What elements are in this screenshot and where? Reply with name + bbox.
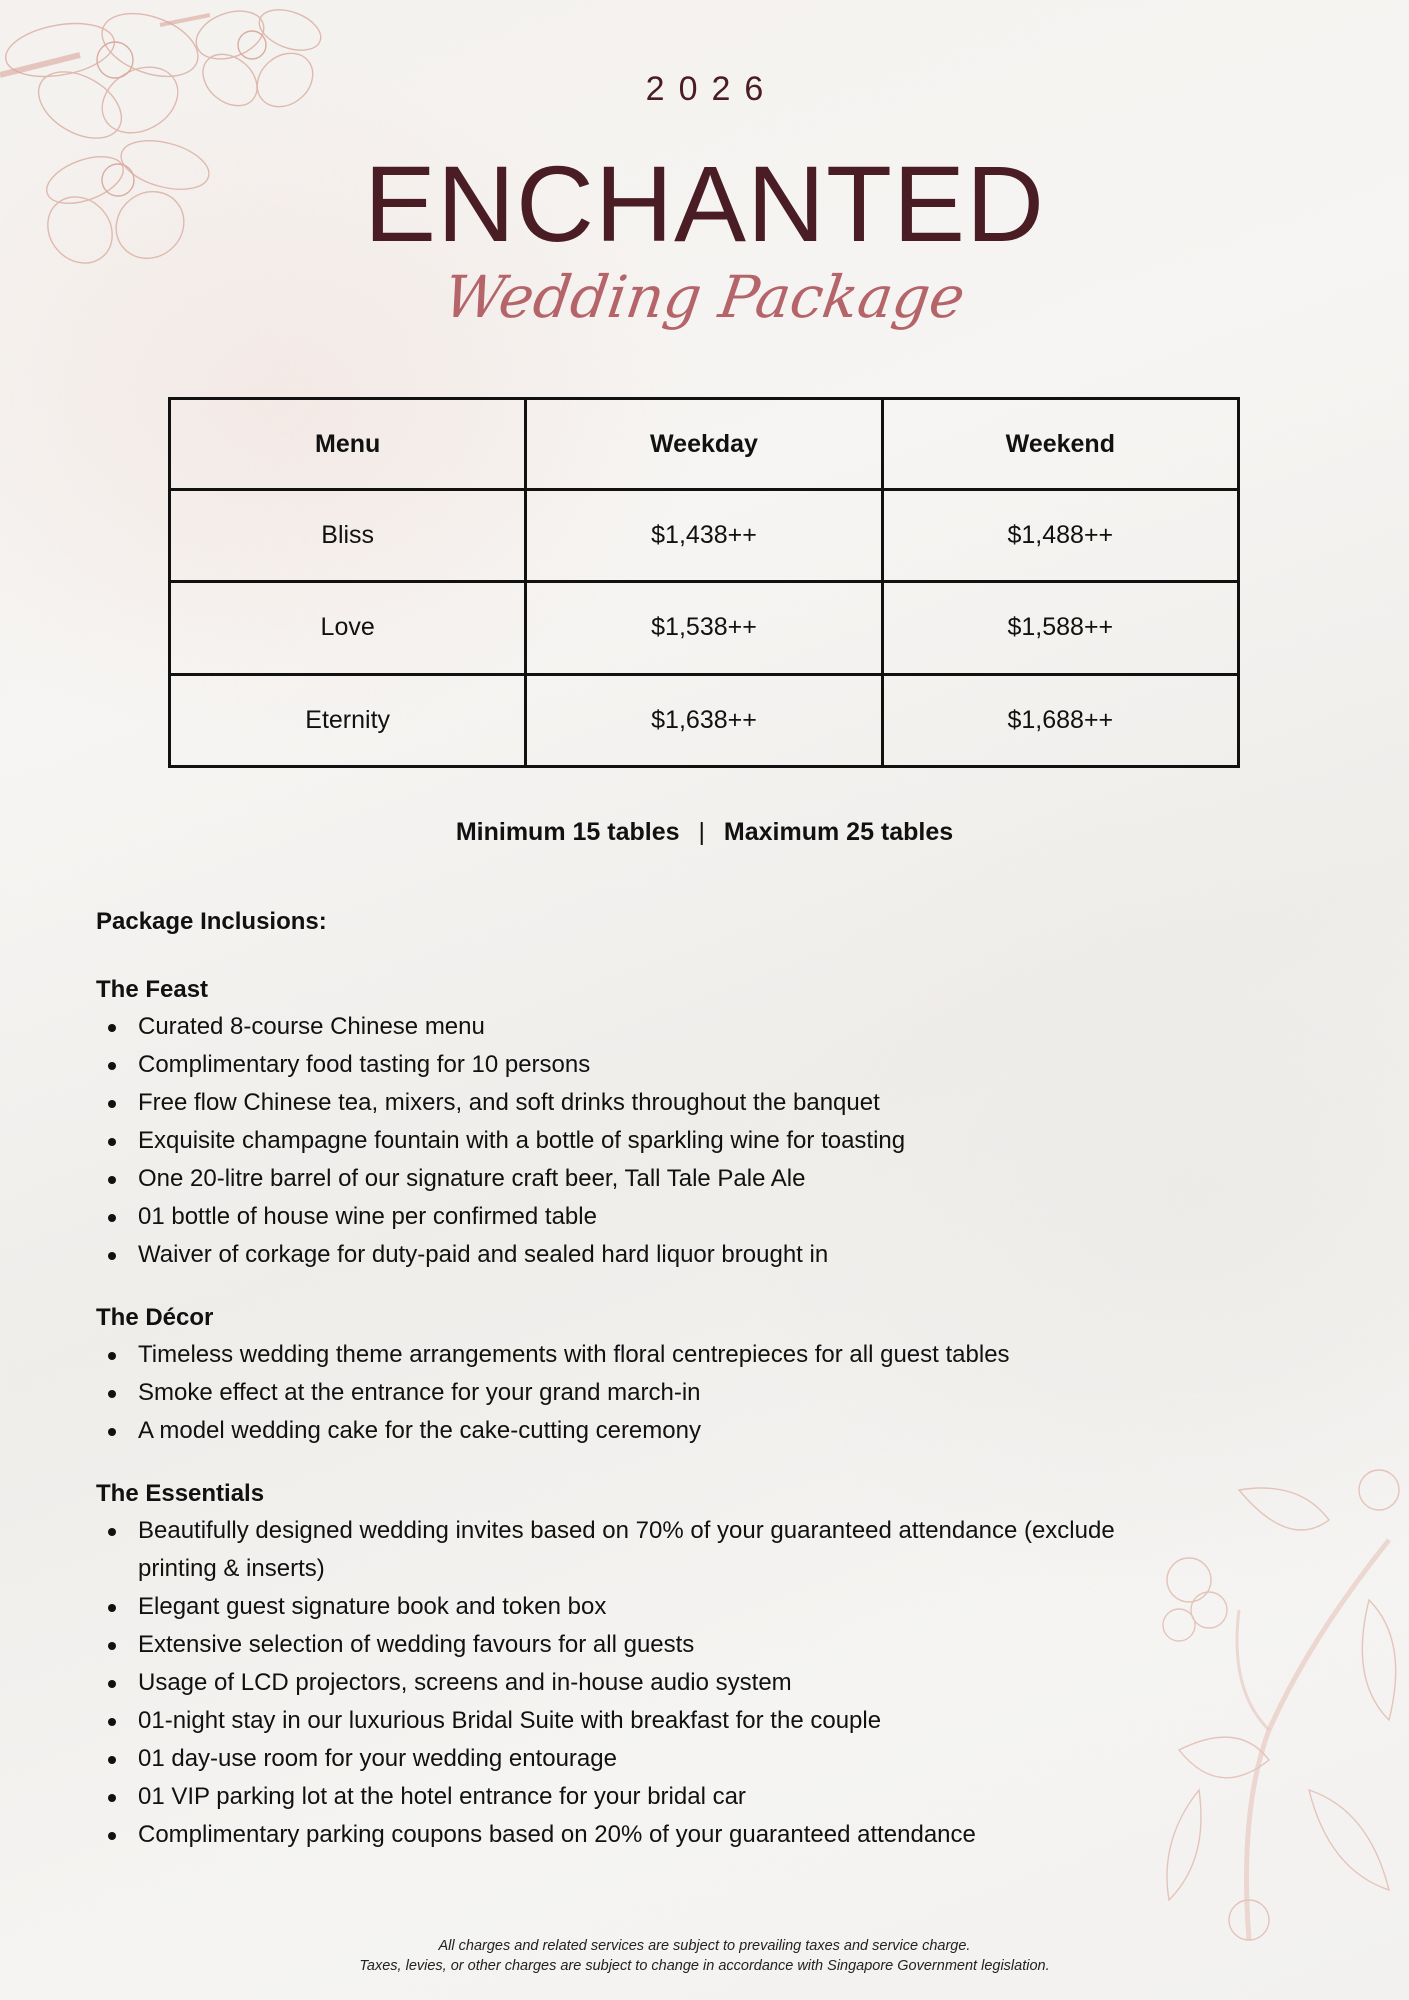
menu-name: Bliss bbox=[170, 490, 526, 582]
bullet-icon bbox=[108, 1680, 116, 1688]
header-weekend: Weekend bbox=[882, 399, 1238, 490]
list-item bbox=[96, 1664, 1146, 1702]
list-item bbox=[96, 1740, 1146, 1778]
list-item bbox=[96, 1336, 1146, 1374]
bullet-icon bbox=[108, 1138, 116, 1146]
list-item bbox=[96, 1412, 1146, 1450]
item-text: 01 VIP parking lot at the hotel entrance for your bridal car bbox=[138, 1783, 746, 1810]
section-essentials bbox=[96, 1480, 1146, 1854]
section-feast bbox=[96, 976, 1146, 1274]
list-item bbox=[96, 1702, 1146, 1740]
bullet-icon bbox=[108, 1756, 116, 1764]
weekday-price: $1,638++ bbox=[526, 674, 882, 766]
item-text: Complimentary food tasting for 10 persons bbox=[138, 1051, 591, 1078]
footer-disclaimer bbox=[0, 1936, 1409, 1976]
inclusion-list bbox=[96, 1336, 1146, 1450]
list-item bbox=[96, 1008, 1146, 1046]
bullet-icon bbox=[108, 1062, 116, 1070]
item-text: 01 bottle of house wine per confirmed table bbox=[138, 1203, 597, 1230]
table-row bbox=[170, 582, 1239, 674]
item-text: 01-night stay in our luxurious Bridal Suite with breakfast for the couple bbox=[138, 1707, 882, 1734]
weekend-price: $1,488++ bbox=[882, 490, 1238, 582]
list-item bbox=[96, 1626, 1146, 1664]
section-title: The Feast bbox=[96, 976, 209, 1003]
header-weekday: Weekday bbox=[526, 399, 882, 490]
disclaimer-line-2: Taxes, levies, or other charges are subject to change in accordance with Singapore Government legislation. bbox=[359, 1958, 1050, 1974]
bullet-icon bbox=[108, 1642, 116, 1650]
table-limits bbox=[0, 818, 1409, 847]
minimum-tables: Minimum 15 tables bbox=[455, 818, 680, 846]
list-item bbox=[96, 1374, 1146, 1412]
package-title: ENCHANTED bbox=[363, 143, 1046, 264]
package-year: 2026 bbox=[645, 70, 778, 108]
item-text: Elegant guest signature book and token box bbox=[138, 1593, 607, 1620]
limits-separator: | bbox=[698, 818, 705, 846]
list-item bbox=[96, 1588, 1146, 1626]
item-text: Smoke effect at the entrance for your grand march-in bbox=[138, 1379, 701, 1406]
table-row bbox=[170, 674, 1239, 766]
weekend-price: $1,688++ bbox=[882, 674, 1238, 766]
header-menu: Menu bbox=[170, 399, 526, 490]
item-text: Exquisite champagne fountain with a bottle of sparkling wine for toasting bbox=[138, 1127, 906, 1154]
bullet-icon bbox=[108, 1100, 116, 1108]
package-subtitle: Wedding Package bbox=[439, 263, 970, 331]
bullet-icon bbox=[108, 1428, 116, 1436]
section-title: The Essentials bbox=[96, 1480, 265, 1507]
section-title: The Décor bbox=[96, 1304, 214, 1331]
flower-cluster-icon bbox=[1163, 1470, 1399, 1940]
weekend-price: $1,588++ bbox=[882, 582, 1238, 674]
item-text: One 20-litre barrel of our signature craft beer, Tall Tale Pale Ale bbox=[138, 1165, 806, 1192]
item-text: 01 day-use room for your wedding entourage bbox=[138, 1745, 617, 1772]
bullet-icon bbox=[108, 1528, 116, 1536]
package-inclusions bbox=[96, 908, 1146, 1884]
list-item bbox=[96, 1236, 1146, 1274]
weekday-price: $1,538++ bbox=[526, 582, 882, 674]
bullet-icon bbox=[108, 1794, 116, 1802]
table-row bbox=[170, 490, 1239, 582]
list-item bbox=[96, 1816, 1146, 1854]
inclusion-list bbox=[96, 1008, 1146, 1274]
floral-decoration-bottom-right bbox=[1139, 1460, 1409, 1960]
item-text: Complimentary parking coupons based on 20% of your guaranteed attendance bbox=[138, 1821, 976, 1848]
item-text: Timeless wedding theme arrangements with floral centrepieces for all guest tables bbox=[138, 1341, 1010, 1368]
item-text: Free flow Chinese tea, mixers, and soft drinks throughout the banquet bbox=[138, 1089, 880, 1116]
maximum-tables: Maximum 25 tables bbox=[723, 818, 954, 846]
bullet-icon bbox=[108, 1718, 116, 1726]
list-item bbox=[96, 1160, 1146, 1198]
list-item bbox=[96, 1512, 1146, 1588]
list-item bbox=[96, 1084, 1146, 1122]
bullet-icon bbox=[108, 1252, 116, 1260]
item-text: Curated 8-course Chinese menu bbox=[138, 1013, 485, 1040]
disclaimer-line-1: All charges and related services are subject to prevailing taxes and service charge. bbox=[438, 1938, 971, 1954]
bullet-icon bbox=[108, 1352, 116, 1360]
leaf-icon bbox=[1167, 1488, 1396, 1900]
bullet-icon bbox=[108, 1832, 116, 1840]
item-text: Usage of LCD projectors, screens and in-house audio system bbox=[138, 1669, 792, 1696]
inclusions-heading: Package Inclusions: bbox=[96, 908, 327, 935]
list-item bbox=[96, 1778, 1146, 1816]
section-decor bbox=[96, 1304, 1146, 1450]
menu-name: Love bbox=[170, 582, 526, 674]
item-text: Extensive selection of wedding favours for all guests bbox=[138, 1631, 695, 1658]
weekday-price: $1,438++ bbox=[526, 490, 882, 582]
table-header-row bbox=[170, 399, 1239, 490]
bullet-icon bbox=[108, 1024, 116, 1032]
bullet-icon bbox=[108, 1390, 116, 1398]
item-text: Waiver of corkage for duty-paid and sealed hard liquor brought in bbox=[138, 1241, 829, 1268]
list-item bbox=[96, 1046, 1146, 1084]
bullet-icon bbox=[108, 1214, 116, 1222]
item-text: Beautifully designed wedding invites based on 70% of your guaranteed attendance (exclude printing & inserts) bbox=[138, 1517, 1115, 1582]
inclusion-list bbox=[96, 1512, 1146, 1854]
menu-name: Eternity bbox=[170, 674, 526, 766]
bullet-icon bbox=[108, 1604, 116, 1612]
bullet-icon bbox=[108, 1176, 116, 1184]
pricing-table bbox=[168, 397, 1240, 768]
list-item bbox=[96, 1122, 1146, 1160]
list-item bbox=[96, 1198, 1146, 1236]
item-text: A model wedding cake for the cake-cutting ceremony bbox=[138, 1417, 701, 1444]
